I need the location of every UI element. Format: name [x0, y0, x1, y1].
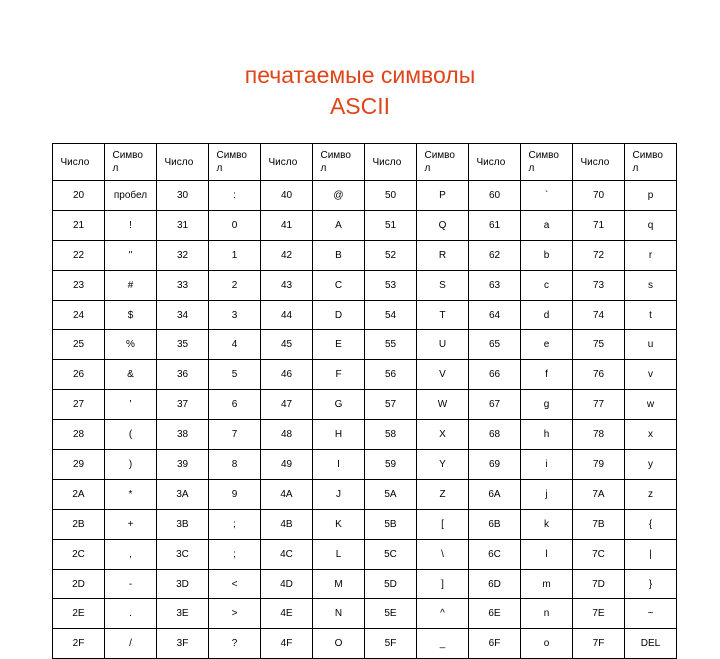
symbol-cell: x: [625, 420, 677, 450]
symbol-cell: i: [521, 450, 573, 480]
symbol-cell: %: [105, 330, 157, 360]
code-cell: 6A: [469, 479, 521, 509]
code-cell: 70: [573, 181, 625, 211]
code-cell: 23: [53, 270, 105, 300]
symbol-cell: ^: [417, 599, 469, 629]
code-cell: 27: [53, 390, 105, 420]
symbol-cell: S: [417, 270, 469, 300]
code-cell: 6E: [469, 599, 521, 629]
code-cell: 76: [573, 360, 625, 390]
code-cell: 4E: [261, 599, 313, 629]
code-cell: 7F: [573, 629, 625, 659]
table-row: [53, 599, 677, 629]
symbol-cell: 2: [209, 270, 261, 300]
code-cell: 55: [365, 330, 417, 360]
symbol-cell: 1: [209, 240, 261, 270]
code-cell: 3D: [157, 569, 209, 599]
symbol-cell: L: [313, 539, 365, 569]
symbol-cell: .: [105, 599, 157, 629]
table-row: [53, 330, 677, 360]
symbol-cell: 0: [209, 210, 261, 240]
code-cell: 21: [53, 210, 105, 240]
symbol-cell: N: [313, 599, 365, 629]
code-cell: 37: [157, 390, 209, 420]
header-label: Символ: [424, 150, 455, 174]
code-cell: 31: [157, 210, 209, 240]
header-label: Число: [372, 156, 402, 168]
symbol-cell: F: [313, 360, 365, 390]
symbol-cell: z: [625, 479, 677, 509]
symbol-cell: C: [313, 270, 365, 300]
symbol-cell: U: [417, 330, 469, 360]
code-cell: 68: [469, 420, 521, 450]
code-cell: 26: [53, 360, 105, 390]
symbol-cell: ;: [209, 509, 261, 539]
table-header: [53, 144, 677, 181]
code-cell: 6C: [469, 539, 521, 569]
symbol-cell: !: [105, 210, 157, 240]
code-cell: 2D: [53, 569, 105, 599]
symbol-cell: \: [417, 539, 469, 569]
symbol-cell: DEL: [625, 629, 677, 659]
symbol-cell: пробел: [105, 181, 157, 211]
code-cell: 7B: [573, 509, 625, 539]
code-cell: 58: [365, 420, 417, 450]
symbol-cell: T: [417, 300, 469, 330]
symbol-cell: _: [417, 629, 469, 659]
symbol-cell: 7: [209, 420, 261, 450]
table-row: [53, 629, 677, 659]
symbol-cell: I: [313, 450, 365, 480]
symbol-cell: D: [313, 300, 365, 330]
symbol-cell: s: [625, 270, 677, 300]
table-row: [53, 360, 677, 390]
header-label: Символ: [528, 150, 559, 174]
symbol-cell: Y: [417, 450, 469, 480]
symbol-cell: h: [521, 420, 573, 450]
symbol-cell: e: [521, 330, 573, 360]
symbol-cell: M: [313, 569, 365, 599]
header-label: Символ: [112, 150, 143, 174]
header-label: Число: [164, 156, 194, 168]
ascii-table: [52, 143, 677, 659]
symbol-cell: X: [417, 420, 469, 450]
code-cell: 78: [573, 420, 625, 450]
symbol-cell: 4: [209, 330, 261, 360]
symbol-cell: 3: [209, 300, 261, 330]
code-cell: 73: [573, 270, 625, 300]
code-cell: 6D: [469, 569, 521, 599]
symbol-cell: a: [521, 210, 573, 240]
symbol-cell: -: [105, 569, 157, 599]
symbol-cell: [: [417, 509, 469, 539]
code-cell: 7C: [573, 539, 625, 569]
symbol-cell: q: [625, 210, 677, 240]
symbol-cell: l: [521, 539, 573, 569]
code-cell: 60: [469, 181, 521, 211]
code-cell: 48: [261, 420, 313, 450]
code-cell: 67: [469, 390, 521, 420]
code-cell: 7A: [573, 479, 625, 509]
table-row: [53, 539, 677, 569]
symbol-cell: 9: [209, 479, 261, 509]
symbol-cell: #: [105, 270, 157, 300]
code-cell: 52: [365, 240, 417, 270]
table-row: [53, 240, 677, 270]
title-line-1: печатаемые символы: [244, 62, 476, 88]
table-row: [53, 450, 677, 480]
code-cell: 5F: [365, 629, 417, 659]
symbol-cell: 6: [209, 390, 261, 420]
header-label: Число: [268, 156, 298, 168]
table-row: [53, 420, 677, 450]
code-cell: 5B: [365, 509, 417, 539]
symbol-cell: c: [521, 270, 573, 300]
symbol-cell: J: [313, 479, 365, 509]
table-row: [53, 390, 677, 420]
code-cell: 3C: [157, 539, 209, 569]
symbol-cell: 8: [209, 450, 261, 480]
code-cell: 2E: [53, 599, 105, 629]
header-label: Символ: [632, 150, 663, 174]
symbol-cell: t: [625, 300, 677, 330]
title-line-2: ASCII: [329, 93, 391, 119]
code-cell: 53: [365, 270, 417, 300]
table-row: [53, 181, 677, 211]
code-cell: 5C: [365, 539, 417, 569]
code-cell: 47: [261, 390, 313, 420]
code-cell: 44: [261, 300, 313, 330]
symbol-cell: R: [417, 240, 469, 270]
code-cell: 40: [261, 181, 313, 211]
symbol-cell: W: [417, 390, 469, 420]
code-cell: 25: [53, 330, 105, 360]
code-cell: 64: [469, 300, 521, 330]
symbol-cell: o: [521, 629, 573, 659]
header-cell: [417, 144, 469, 181]
header-cell: [625, 144, 677, 181]
code-cell: 77: [573, 390, 625, 420]
header-cell: [573, 144, 625, 181]
code-cell: 3F: [157, 629, 209, 659]
code-cell: 75: [573, 330, 625, 360]
table-row: [53, 509, 677, 539]
code-cell: 30: [157, 181, 209, 211]
symbol-cell: 5: [209, 360, 261, 390]
header-cell: [365, 144, 417, 181]
symbol-cell: E: [313, 330, 365, 360]
code-cell: 46: [261, 360, 313, 390]
symbol-cell: ?: [209, 629, 261, 659]
code-cell: 4F: [261, 629, 313, 659]
symbol-cell: V: [417, 360, 469, 390]
page-title: [0, 60, 720, 122]
symbol-cell: `: [521, 181, 573, 211]
table-row: [53, 569, 677, 599]
code-cell: 3B: [157, 509, 209, 539]
symbol-cell: ,: [105, 539, 157, 569]
code-cell: 72: [573, 240, 625, 270]
code-cell: 28: [53, 420, 105, 450]
header-label: Символ: [216, 150, 247, 174]
code-cell: 22: [53, 240, 105, 270]
symbol-cell: Q: [417, 210, 469, 240]
symbol-cell: b: [521, 240, 573, 270]
code-cell: 59: [365, 450, 417, 480]
symbol-cell: $: [105, 300, 157, 330]
code-cell: 66: [469, 360, 521, 390]
symbol-cell: *: [105, 479, 157, 509]
code-cell: 41: [261, 210, 313, 240]
symbol-cell: j: [521, 479, 573, 509]
symbol-cell: }: [625, 569, 677, 599]
header-cell: [157, 144, 209, 181]
symbol-cell: r: [625, 240, 677, 270]
code-cell: 62: [469, 240, 521, 270]
code-cell: 6B: [469, 509, 521, 539]
header-label: Число: [580, 156, 610, 168]
code-cell: 3A: [157, 479, 209, 509]
symbol-cell: w: [625, 390, 677, 420]
code-cell: 7D: [573, 569, 625, 599]
symbol-cell: m: [521, 569, 573, 599]
symbol-cell: A: [313, 210, 365, 240]
code-cell: 29: [53, 450, 105, 480]
code-cell: 32: [157, 240, 209, 270]
symbol-cell: d: [521, 300, 573, 330]
header-cell: [209, 144, 261, 181]
code-cell: 6F: [469, 629, 521, 659]
symbol-cell: n: [521, 599, 573, 629]
code-cell: 4B: [261, 509, 313, 539]
symbol-cell: :: [209, 181, 261, 211]
symbol-cell: (: [105, 420, 157, 450]
code-cell: 39: [157, 450, 209, 480]
symbol-cell: g: [521, 390, 573, 420]
header-cell: [105, 144, 157, 181]
code-cell: 69: [469, 450, 521, 480]
symbol-cell: @: [313, 181, 365, 211]
symbol-cell: >: [209, 599, 261, 629]
symbol-cell: /: [105, 629, 157, 659]
table-row: [53, 270, 677, 300]
code-cell: 20: [53, 181, 105, 211]
code-cell: 45: [261, 330, 313, 360]
header-cell: [469, 144, 521, 181]
symbol-cell: B: [313, 240, 365, 270]
code-cell: 24: [53, 300, 105, 330]
code-cell: 50: [365, 181, 417, 211]
symbol-cell: ): [105, 450, 157, 480]
code-cell: 56: [365, 360, 417, 390]
symbol-cell: Z: [417, 479, 469, 509]
symbol-cell: <: [209, 569, 261, 599]
code-cell: 43: [261, 270, 313, 300]
symbol-cell: K: [313, 509, 365, 539]
code-cell: 3E: [157, 599, 209, 629]
header-cell: [261, 144, 313, 181]
table-row: [53, 300, 677, 330]
code-cell: 49: [261, 450, 313, 480]
code-cell: 65: [469, 330, 521, 360]
code-cell: 42: [261, 240, 313, 270]
symbol-cell: ": [105, 240, 157, 270]
symbol-cell: O: [313, 629, 365, 659]
code-cell: 4C: [261, 539, 313, 569]
code-cell: 38: [157, 420, 209, 450]
table-row: [53, 210, 677, 240]
header-cell: [53, 144, 105, 181]
code-cell: 61: [469, 210, 521, 240]
code-cell: 54: [365, 300, 417, 330]
code-cell: 5D: [365, 569, 417, 599]
table-row: [53, 479, 677, 509]
code-cell: 4D: [261, 569, 313, 599]
symbol-cell: u: [625, 330, 677, 360]
code-cell: 35: [157, 330, 209, 360]
code-cell: 57: [365, 390, 417, 420]
table-body: [53, 181, 677, 659]
symbol-cell: p: [625, 181, 677, 211]
symbol-cell: H: [313, 420, 365, 450]
header-label: Символ: [320, 150, 351, 174]
symbol-cell: &: [105, 360, 157, 390]
header-cell: [313, 144, 365, 181]
symbol-cell: {: [625, 509, 677, 539]
header-row: [53, 144, 677, 181]
code-cell: 71: [573, 210, 625, 240]
code-cell: 2F: [53, 629, 105, 659]
code-cell: 2C: [53, 539, 105, 569]
symbol-cell: G: [313, 390, 365, 420]
symbol-cell: |: [625, 539, 677, 569]
code-cell: 34: [157, 300, 209, 330]
symbol-cell: P: [417, 181, 469, 211]
code-cell: 5A: [365, 479, 417, 509]
code-cell: 5E: [365, 599, 417, 629]
code-cell: 7E: [573, 599, 625, 629]
code-cell: 63: [469, 270, 521, 300]
symbol-cell: +: [105, 509, 157, 539]
symbol-cell: k: [521, 509, 573, 539]
code-cell: 4A: [261, 479, 313, 509]
code-cell: 51: [365, 210, 417, 240]
header-label: Число: [60, 156, 90, 168]
code-cell: 79: [573, 450, 625, 480]
symbol-cell: ]: [417, 569, 469, 599]
code-cell: 33: [157, 270, 209, 300]
header-label: Число: [476, 156, 506, 168]
symbol-cell: ': [105, 390, 157, 420]
code-cell: 2A: [53, 479, 105, 509]
header-cell: [521, 144, 573, 181]
symbol-cell: ~: [625, 599, 677, 629]
code-cell: 36: [157, 360, 209, 390]
code-cell: 74: [573, 300, 625, 330]
symbol-cell: y: [625, 450, 677, 480]
symbol-cell: v: [625, 360, 677, 390]
symbol-cell: f: [521, 360, 573, 390]
symbol-cell: ;: [209, 539, 261, 569]
code-cell: 2B: [53, 509, 105, 539]
